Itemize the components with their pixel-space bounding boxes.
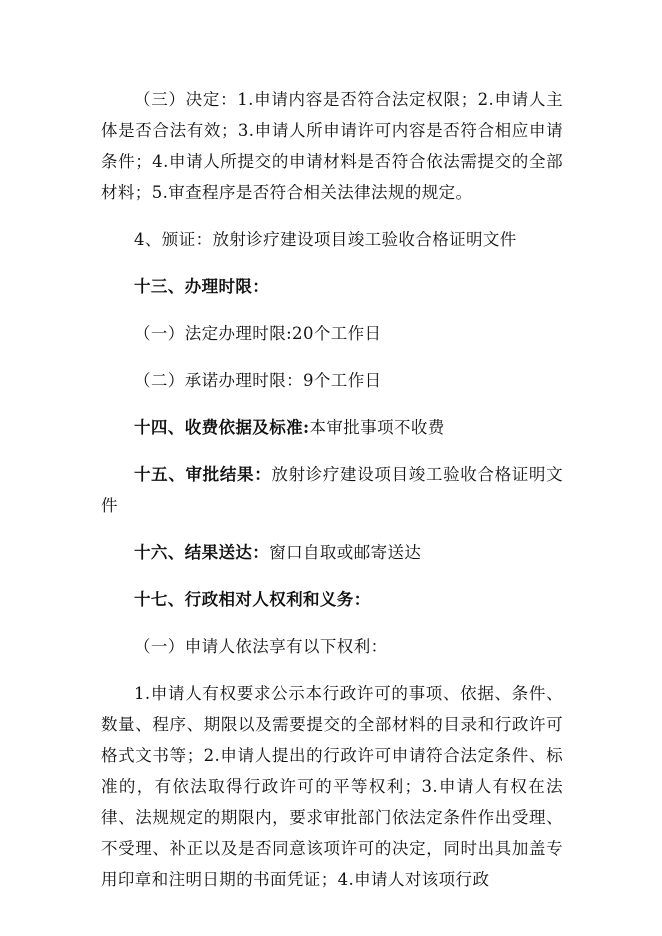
certificate-paragraph: 4、颁证：放射诊疗建设项目竣工验收合格证明文件	[134, 230, 517, 249]
section-17-heading: 十七、行政相对人权利和义务：	[134, 590, 371, 609]
section-14-heading: 十四、收费依据及标准:	[134, 418, 310, 437]
document-body	[101, 84, 563, 895]
section-16-heading: 十六、结果送达：	[134, 543, 270, 562]
applicant-rights-paragraph: 1.申请人有权要求公示本行政许可的事项、依据、条件、数量、程序、期限以及需要提交的全部材料的目录和行政许可格式文书等；2.申请人提出的行政许可申请符合法定条件、标准的，有依法取得行政许可的平等权利；3.申请人有权在法律、法规规定的期限内，要求审批部门依法定条件作出受理、不受理、补正以及是否同意该项许可的决定，同时出具加盖专用印章和注明日期的书面凭证；4.申请人对该项行政	[101, 684, 563, 889]
statutory-time-limit: （一）法定办理时限:20个工作日	[134, 324, 382, 343]
section-16-paragraph	[101, 537, 563, 568]
section-16-text: 窗口自取或邮寄送达	[269, 543, 422, 562]
section-14-text: 本审批事项不收费	[309, 418, 445, 437]
decision-paragraph: （三）决定：1.申请内容是否符合法定权限；2.申请人主体是否合法有效；3.申请人所申请许可内容是否符合相应申请条件；4.申请人所提交的申请材料是否符合依法需提交的全部材料；5.审查程序是否符合相关法律法规的规定。	[101, 90, 563, 202]
section-15-text: 放射诊疗建设项目竣工验收合格证明文件	[101, 465, 563, 515]
section-15-heading: 十五、审批结果：	[134, 465, 272, 484]
applicant-rights-intro: （一）申请人依法享有以下权利：	[134, 637, 388, 656]
section-13-heading: 十三、办理时限：	[134, 277, 270, 296]
section-15-paragraph	[101, 459, 563, 521]
promised-time-limit: （二）承诺办理时限：9个工作日	[134, 371, 382, 390]
section-14-paragraph	[101, 412, 563, 443]
